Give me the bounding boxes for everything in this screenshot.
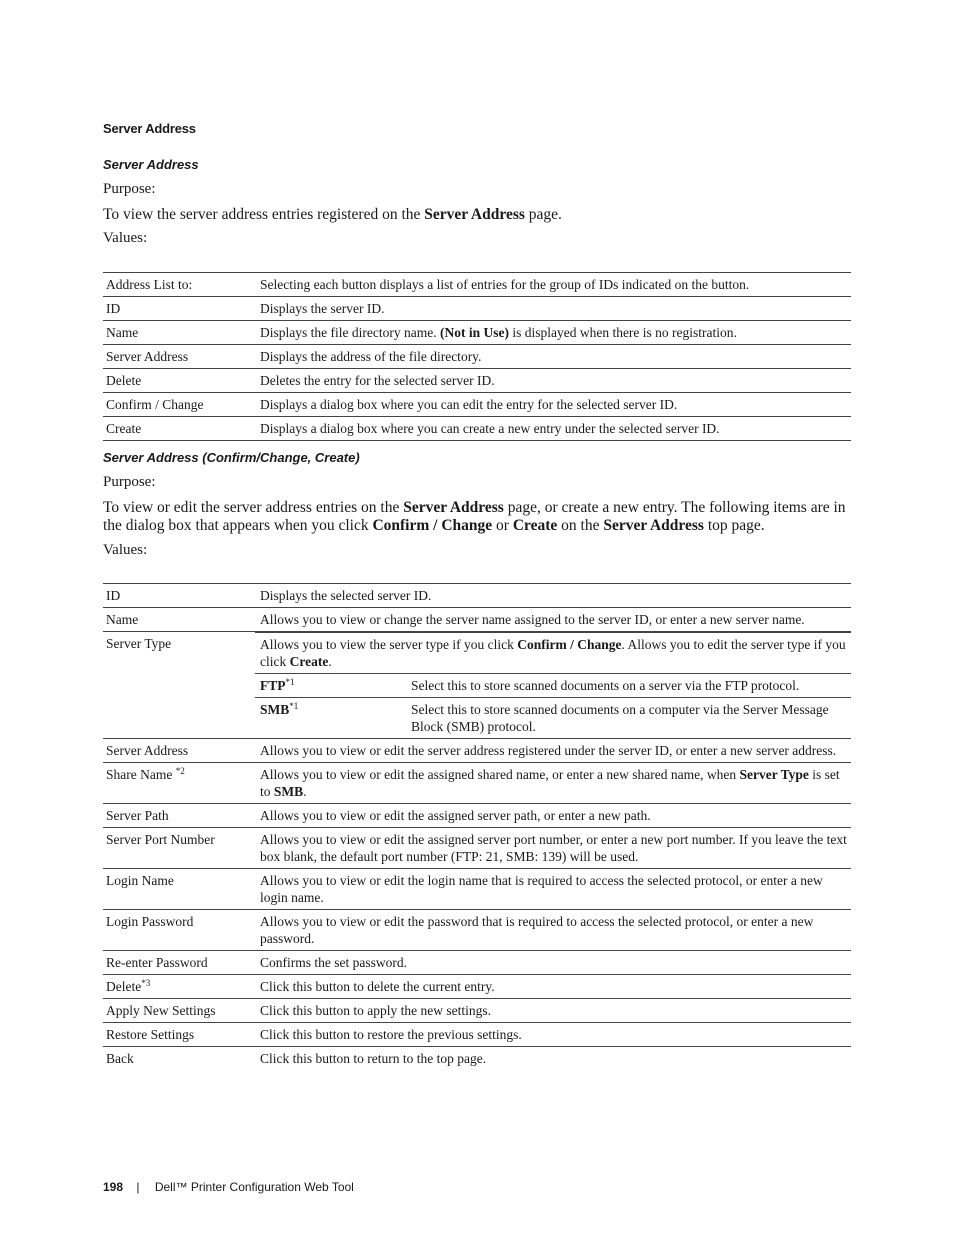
page-footer	[103, 1180, 354, 1194]
row-value: Click this button to return to the top page.	[260, 1051, 487, 1066]
table-row	[103, 345, 851, 369]
row-value: Click this button to delete the current entry.	[255, 975, 851, 999]
row-key: Server Port Number	[103, 828, 255, 869]
table-row	[103, 608, 851, 632]
table-row	[255, 698, 851, 739]
row-key: Server Address	[103, 345, 255, 369]
row-key: Name	[103, 608, 255, 632]
row-value: Allows you to view or change the server name assigned to the server ID, or enter a new server name.	[255, 608, 851, 632]
row-key: Delete$^{*3}$	[103, 975, 255, 999]
table-row	[103, 393, 851, 417]
table-row	[103, 321, 851, 345]
table-row	[103, 369, 851, 393]
row-key: Delete	[103, 369, 255, 393]
table-row	[103, 869, 851, 910]
table-row	[103, 763, 851, 804]
row-key: SMB$^{*1}$	[260, 701, 299, 717]
table-row	[103, 632, 851, 739]
purpose-label: Purpose:	[103, 474, 156, 490]
footer-title: Dell™ Printer Configuration Web Tool	[154, 1180, 354, 1194]
row-value: Selecting each button displays a list of entries for the group of IDs indicated on the button.	[255, 273, 851, 297]
row-key: Apply New Settings	[103, 999, 255, 1023]
table-row	[103, 584, 851, 608]
row-key: ID	[103, 297, 255, 321]
row-key: Address List to:	[103, 273, 255, 297]
row-value: Deletes the entry for the selected server ID.	[255, 369, 851, 393]
row-key: Server Address	[103, 739, 255, 763]
row-key: Login Name	[103, 869, 255, 910]
purpose-label: Purpose:	[103, 181, 156, 197]
footer-separator: |	[136, 1180, 140, 1194]
values-table-confirm-change-create	[103, 583, 851, 1070]
table-row	[103, 1047, 851, 1071]
row-key: ID	[103, 584, 255, 608]
row-value: Allows you to view the server type if you click Confirm / Change. Allows you to edit the server type if you click Create.	[255, 633, 851, 674]
table-row	[103, 739, 851, 763]
row-value: Displays a dialog box where you can create a new entry under the selected server ID.	[255, 417, 851, 441]
row-key: Re-enter Password	[103, 951, 255, 975]
table-row	[255, 674, 851, 698]
row-value: Allows you to view or edit the assigned server path, or enter a new path.	[255, 804, 851, 828]
row-key: Name	[103, 321, 255, 345]
values-label: Values:	[103, 230, 148, 246]
table-row	[103, 999, 851, 1023]
row-value: Allows you to view or edit the assigned shared name, or enter a new shared name, when Server Type is set to SMB.	[255, 763, 851, 804]
row-value: Displays a dialog box where you can edit the entry for the selected server ID.	[255, 393, 851, 417]
row-value: Allows you to view or edit the assigned server port number, or enter a new port number. If you leave the text box blank, the default port number (FTP: 21, SMB: 139) will be used.	[255, 828, 851, 869]
table-row	[103, 975, 851, 999]
row-key: Restore Settings	[103, 1023, 255, 1047]
table-row	[103, 297, 851, 321]
table-row	[103, 910, 851, 951]
purpose-text: To view the server address entries registered on the Server Address page.	[103, 206, 562, 223]
row-key: Share Name $^{*2}$	[103, 763, 255, 804]
table-row	[103, 273, 851, 297]
row-value: Select this to store scanned documents on a server via the FTP protocol.	[406, 674, 851, 698]
table-row	[103, 1023, 851, 1047]
page-number: 198	[103, 1180, 124, 1194]
row-key: FTP$^{*1}$	[255, 674, 406, 698]
row-key: Confirm / Change	[103, 393, 255, 417]
table-row	[103, 951, 851, 975]
subsection-title-server-address: Server Address	[103, 157, 199, 172]
row-key: Create	[103, 417, 255, 441]
row-key: Login Password	[103, 910, 255, 951]
table-row	[103, 417, 851, 441]
row-value: Allows you to view or edit the password that is required to access the selected protocol, or enter a new password.	[255, 910, 851, 951]
purpose-text: To view or edit the server address entries on the Server Address page, or create a new entry. The following items are in the dialog box that appears when you click Confirm / Change or Create on the Server Address top page.	[103, 499, 846, 534]
row-value: Displays the address of the file directory.	[255, 345, 851, 369]
subsection-title-confirm-change-create: Server Address (Confirm/Change, Create)	[103, 450, 360, 465]
table-row	[103, 828, 851, 869]
server-type-cell	[255, 632, 851, 739]
values-table-server-address	[103, 272, 851, 441]
row-value: Allows you to view or edit the server address registered under the server ID, or enter a new server address.	[255, 739, 851, 763]
row-value: Click this button to apply the new settings.	[255, 999, 851, 1023]
table-row	[103, 804, 851, 828]
row-value: Allows you to view or edit the login name that is required to access the selected protocol, or enter a new login name.	[255, 869, 851, 910]
row-value: Confirms the set password.	[255, 951, 851, 975]
row-key: Server Path	[103, 804, 255, 828]
row-key: Back	[106, 1051, 134, 1066]
row-value: Click this button to restore the previous settings.	[255, 1023, 851, 1047]
row-value: Displays the file directory name. (Not in Use) is displayed when there is no registration.	[255, 321, 851, 345]
section-title: Server Address	[103, 121, 196, 136]
row-value: Displays the selected server ID.	[255, 584, 851, 608]
values-label: Values:	[103, 542, 148, 558]
row-key: Server Type	[103, 632, 255, 739]
server-type-subtable	[255, 632, 851, 738]
row-value: Select this to store scanned documents on a computer via the Server Message Block (SMB) protocol.	[411, 702, 829, 734]
row-value: Displays the server ID.	[255, 297, 851, 321]
